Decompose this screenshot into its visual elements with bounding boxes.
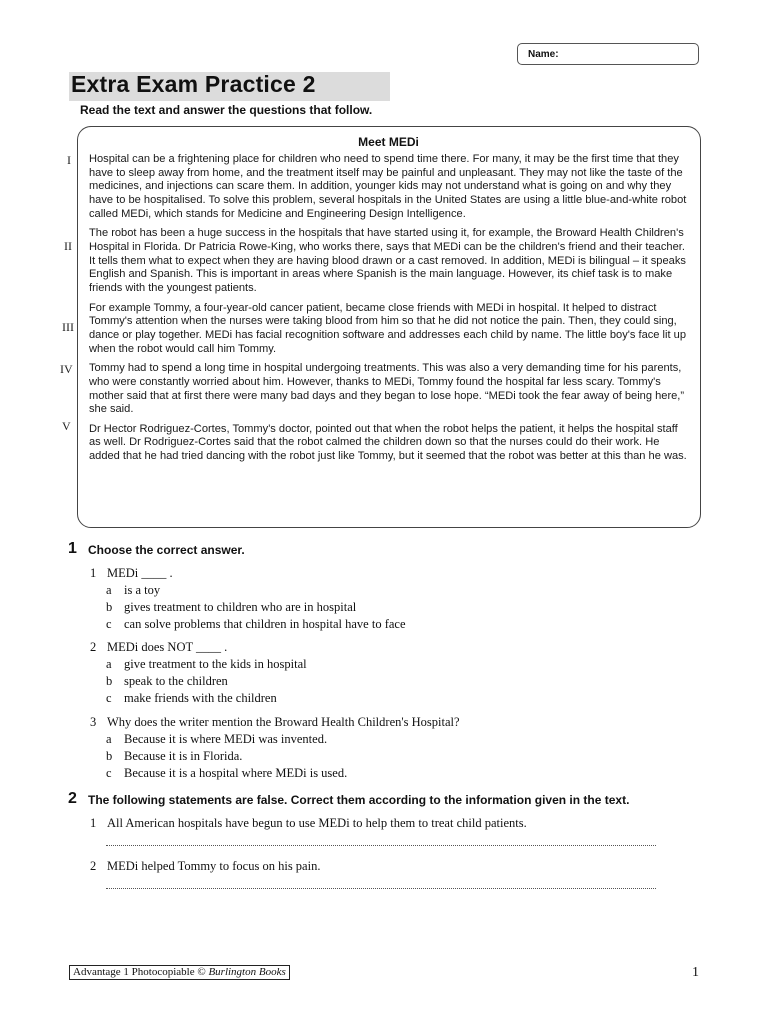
ex1-q2-option-b[interactable]: b speak to the children [106, 674, 228, 688]
reading-paragraph-3: For example Tommy, a four-year-old cancer patient, became close friends with MEDi in hospital. It helped to distract Tommy's attention when the nurses were taking blood from him so that he did not notice the pain. Then, they could sing, dance or play together. MEDi has facial recognition software and addresses each child by name. The little boy's face lit up when the robot would call him Tommy. [89, 301, 686, 355]
reading-title: Meet MEDi [358, 135, 419, 149]
ex2-q1-answer-line[interactable] [106, 845, 656, 846]
ex1-question-2: 2 MEDi does NOT ____ . [90, 640, 228, 654]
ex1-q2-option-a[interactable]: a give treatment to the kids in hospital [106, 657, 307, 671]
reading-paragraph-4: Tommy had to spend a long time in hospital undergoing treatments. This was also a very demanding time for his parents, who were constantly worried about him. However, thanks to MEDi, Tommy found the hospital far less scary. Tommy's mother said that at first there were many bad days and they began to lose hope. “MEDi took the fear away of being here,” she said. [89, 362, 685, 416]
page-number: 1 [692, 965, 699, 980]
ex2-q2-answer-line[interactable] [106, 888, 656, 889]
paragraph-marker-3: III [62, 320, 74, 334]
exercise-1-number: 1 [68, 540, 77, 557]
paragraph-marker-2: II [64, 239, 72, 253]
name-field[interactable] [517, 43, 699, 65]
exercise-2-title: The following statements are false. Correct them according to the information given in the text. [88, 793, 630, 807]
paragraph-marker-4: IV [60, 362, 73, 376]
ex1-question-1: 1 MEDi ____ . [90, 566, 173, 580]
ex1-question-3: 3 Why does the writer mention the Broward Health Children's Hospital? [90, 715, 460, 729]
name-label: Name: [528, 49, 559, 60]
page-title: Extra Exam Practice 2 [71, 71, 316, 97]
ex1-q3-option-a[interactable]: a Because it is where MEDi was invented. [106, 732, 328, 746]
footer-publisher: Burlington Books [208, 966, 286, 978]
ex1-q3-option-b[interactable]: b Because it is in Florida. [106, 749, 243, 763]
paragraph-marker-5: V [62, 419, 71, 433]
paragraph-marker-1: I [67, 153, 71, 167]
reading-text-box [77, 126, 701, 528]
ex2-question-1: 1 All American hospitals have begun to use MEDi to help them to treat child patients. [90, 816, 527, 830]
footer-credit [69, 965, 290, 980]
ex1-q1-option-c[interactable]: c can solve problems that children in hospital have to face [106, 617, 406, 631]
reading-paragraph-2: The robot has been a huge success in the hospitals that have started using it, for example, the Broward Health Children's Hospital in Florida. Dr Patricia Rowe-King, who works there, says that MEDi can be the children's friend and their teacher. It tells them what to expect when they are having blood drawn or a cast removed. In addition, MEDi is bilingual – it speaks English and Spanish. This is important in areas where Spanish is the main language. However, its chief task is to make friends with the youngest patients. [89, 227, 686, 294]
ex1-q1-option-b[interactable]: b gives treatment to children who are in hospital [106, 600, 357, 614]
exercise-2-number: 2 [68, 790, 77, 807]
reading-paragraph-5: Dr Hector Rodriguez-Cortes, Tommy's doctor, pointed out that when the robot helps the patient, it helps the hospital staff as well. Dr Rodriguez-Cortes said that the robot calmed the children down so that the nurses could do their work. He added that he had tried dancing with the robot just like Tommy, but it seemed that the robot was better at this than he was. [89, 422, 687, 463]
ex1-q2-option-c[interactable]: c make friends with the children [106, 691, 277, 705]
ex1-q3-option-c[interactable]: c Because it is a hospital where MEDi is used. [106, 766, 348, 780]
reading-instruction: Read the text and answer the questions that follow. [80, 103, 373, 117]
reading-paragraph-1: Hospital can be a frightening place for children who need to spend time there. For many, it may be the first time that they have to sleep away from home, and the treatment itself may be painful and unpleasant. They may not like the taste of the medicines, and injections can scare them. In addition, younger kids may not understand what is going on and why they have to be hospitalised. To solve this problem, several hospitals in the United States are using a little blue-and-white robot called MEDi, which stands for Medicine and Engineering Design Intelligence. [89, 153, 687, 220]
ex2-question-2: 2 MEDi helped Tommy to focus on his pain. [90, 859, 321, 873]
footer-text: Advantage 1 Photocopiable © [73, 966, 206, 978]
ex1-q1-option-a[interactable]: a is a toy [106, 583, 161, 597]
exercise-1-title: Choose the correct answer. [88, 543, 245, 557]
